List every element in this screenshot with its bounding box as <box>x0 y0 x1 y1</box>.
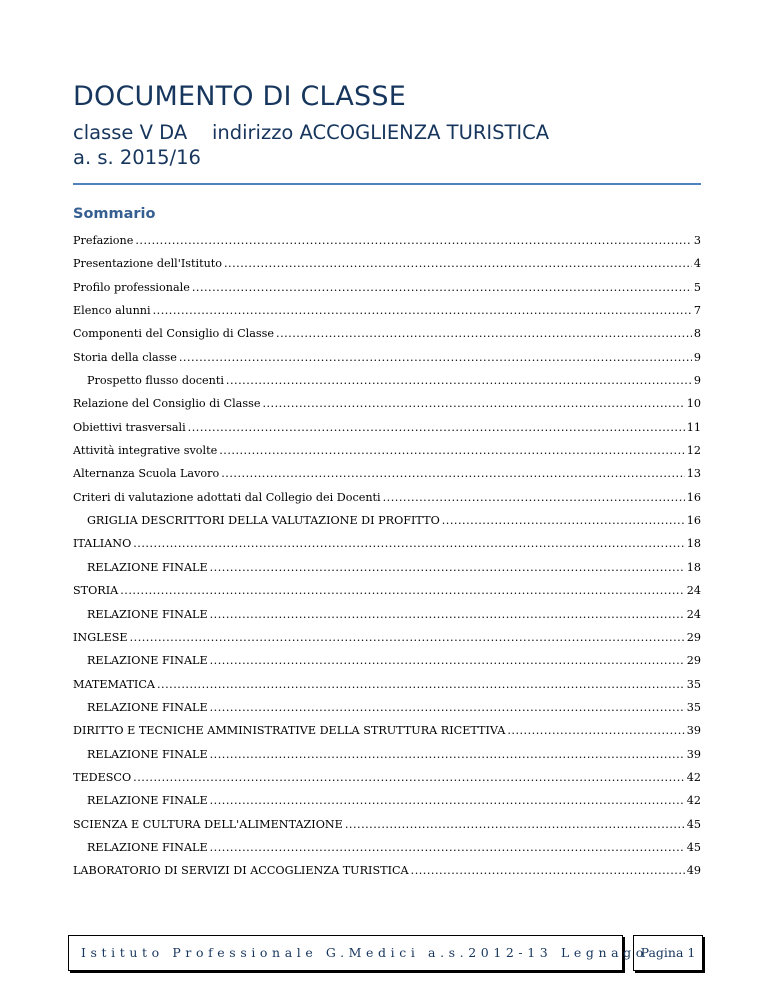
toc-entry-page: 39 <box>686 747 701 761</box>
toc-dot-leader <box>221 462 685 485</box>
toc-entry-label: INGLESE <box>73 630 128 644</box>
toc-entry-page: 24 <box>686 584 701 598</box>
toc-entry[interactable] <box>73 626 701 649</box>
document-header <box>73 80 701 171</box>
toc-dot-leader <box>210 556 685 579</box>
toc-entry-page: 11 <box>686 420 701 434</box>
toc-entry-page: 7 <box>693 304 701 318</box>
toc-entry-label: Presentazione dell'Istituto <box>73 257 222 271</box>
toc-dot-leader <box>210 836 685 859</box>
toc-dot-leader <box>157 673 685 696</box>
toc-entry-page: 12 <box>686 444 701 458</box>
toc-entry[interactable] <box>73 299 701 322</box>
toc-entry-page: 8 <box>693 327 701 341</box>
toc-dot-leader <box>219 439 685 462</box>
toc-dot-leader <box>210 603 685 626</box>
toc-entry-page: 4 <box>693 257 701 271</box>
toc-entry-page: 42 <box>686 770 701 784</box>
toc-entry-page: 16 <box>686 490 701 504</box>
toc-entry[interactable] <box>73 392 701 415</box>
toc-entry-label: STORIA <box>73 584 119 598</box>
toc-entry-label: LABORATORIO DI SERVIZI DI ACCOGLIENZA TURISTICA <box>73 864 409 878</box>
toc-dot-leader <box>383 486 685 509</box>
toc-dot-leader <box>276 322 692 345</box>
toc-entry-label: Attività integrative svolte <box>73 444 218 458</box>
toc-entry[interactable] <box>73 346 701 369</box>
toc-entry-page: 45 <box>686 840 701 854</box>
toc-dot-leader <box>133 532 685 555</box>
toc-entry-label: RELAZIONE FINALE <box>87 747 208 761</box>
toc-entry-page: 45 <box>686 817 701 831</box>
toc-entry-label: RELAZIONE FINALE <box>87 654 208 668</box>
toc-entry-page: 35 <box>686 700 701 714</box>
toc-entry[interactable] <box>73 649 701 672</box>
toc-entry-label: ITALIANO <box>73 537 132 551</box>
page-footer <box>68 935 758 973</box>
toc-entry[interactable] <box>73 276 701 299</box>
toc-entry[interactable] <box>73 836 701 859</box>
toc-entry[interactable] <box>73 766 701 789</box>
footer-page-box <box>633 935 703 971</box>
toc-entry[interactable] <box>73 743 701 766</box>
toc-entry-label: Profilo professionale <box>73 280 190 294</box>
toc-entry-label: RELAZIONE FINALE <box>87 840 208 854</box>
toc-dot-leader <box>130 626 685 649</box>
toc-dot-leader <box>442 509 685 532</box>
toc-entry[interactable] <box>73 369 701 392</box>
toc-entry-page: 24 <box>686 607 701 621</box>
toc-dot-leader <box>345 813 685 836</box>
toc-dot-leader <box>224 252 692 275</box>
toc-entry-label: Relazione del Consiglio di Classe <box>73 397 261 411</box>
toc-entry-label: RELAZIONE FINALE <box>87 560 208 574</box>
toc-entry-page: 29 <box>686 654 701 668</box>
toc-dot-leader <box>210 789 685 812</box>
toc-entry[interactable] <box>73 719 701 742</box>
toc-entry-label: Elenco alunni <box>73 304 151 318</box>
toc-entry[interactable] <box>73 439 701 462</box>
toc-entry-page: 35 <box>686 677 701 691</box>
toc-entry[interactable] <box>73 252 701 275</box>
toc-entry[interactable] <box>73 603 701 626</box>
toc-entry-page: 49 <box>686 864 701 878</box>
toc-dot-leader <box>226 369 692 392</box>
toc-entry-label: Componenti del Consiglio di Classe <box>73 327 275 341</box>
toc-dot-leader <box>262 392 684 415</box>
toc-entry-page: 9 <box>693 374 701 388</box>
toc-dot-leader <box>135 229 692 252</box>
toc-dot-leader <box>188 416 685 439</box>
toc-entry-page: 39 <box>686 724 701 738</box>
document-title: DOCUMENTO DI CLASSE <box>73 81 406 112</box>
toc-entry-label: Criteri di valutazione adottati dal Collegio dei Docenti <box>73 490 381 504</box>
toc-entry-label: MATEMATICA <box>73 677 155 691</box>
toc-dot-leader <box>120 579 685 602</box>
toc-entry-page: 5 <box>693 280 701 294</box>
toc-dot-leader <box>133 766 685 789</box>
toc-entry-label: SCIENZA E CULTURA DELL'ALIMENTAZIONE <box>73 817 343 831</box>
toc-entry[interactable] <box>73 789 701 812</box>
toc-dot-leader <box>192 276 692 299</box>
toc-entry-label: DIRITTO E TECNICHE AMMINISTRATIVE DELLA STRUTTURA RICETTIVA <box>73 724 506 738</box>
document-subtitle: classe V DA indirizzo ACCOGLIENZA TURISTICA <box>73 121 550 144</box>
page-number: Pagina 1 <box>640 945 696 960</box>
toc-entry-label: GRIGLIA DESCRITTORI DELLA VALUTAZIONE DI PROFITTO <box>87 514 440 528</box>
school-year: a. s. 2015/16 <box>73 146 201 169</box>
toc-entry-page: 42 <box>686 794 701 808</box>
toc-entry-page: 13 <box>686 467 701 481</box>
header-divider <box>73 183 701 185</box>
toc-heading: Sommario <box>73 206 156 222</box>
toc-entry-label: TEDESCO <box>73 770 132 784</box>
toc-entry[interactable] <box>73 462 701 485</box>
toc-entry-page: 18 <box>686 537 701 551</box>
toc-entry[interactable] <box>73 696 701 719</box>
toc-dot-leader <box>210 696 685 719</box>
toc-entry[interactable] <box>73 229 701 252</box>
footer-institute-text: Istituto Professionale G.Medici a.s.2012-13 Legnago <box>81 945 648 960</box>
table-of-contents <box>73 229 701 883</box>
toc-entry[interactable] <box>73 509 701 532</box>
toc-entry-label: Storia della classe <box>73 350 177 364</box>
footer-institute-box <box>68 935 648 971</box>
toc-entry-page: 29 <box>686 630 701 644</box>
toc-dot-leader <box>210 649 685 672</box>
toc-entry-page: 10 <box>686 397 701 411</box>
toc-entry[interactable] <box>73 322 701 345</box>
toc-entry-page: 9 <box>693 350 701 364</box>
toc-dot-leader <box>153 299 692 322</box>
toc-entry[interactable] <box>73 673 701 696</box>
toc-entry[interactable] <box>73 416 701 439</box>
toc-entry-page: 18 <box>686 560 701 574</box>
toc-entry-page: 3 <box>693 234 701 247</box>
toc-entry-label: Prefazione <box>73 234 134 247</box>
toc-dot-leader <box>411 859 685 882</box>
toc-dot-leader <box>507 719 684 742</box>
toc-dot-leader <box>210 743 685 766</box>
toc-entry-label: Alternanza Scuola Lavoro <box>73 467 220 481</box>
toc-entry[interactable] <box>73 486 701 509</box>
toc-entry[interactable] <box>73 579 701 602</box>
toc-entry-page: 16 <box>686 514 701 528</box>
toc-entry-label: RELAZIONE FINALE <box>87 700 208 714</box>
toc-entry-label: Obiettivi trasversali <box>73 420 186 434</box>
toc-entry[interactable] <box>73 813 701 836</box>
toc-entry-label: Prospetto flusso docenti <box>87 374 224 388</box>
toc-entry-label: RELAZIONE FINALE <box>87 607 208 621</box>
toc-entry-label: RELAZIONE FINALE <box>87 794 208 808</box>
toc-entry[interactable] <box>73 859 701 882</box>
toc-entry[interactable] <box>73 532 701 555</box>
toc-dot-leader <box>179 346 692 369</box>
toc-entry[interactable] <box>73 556 701 579</box>
